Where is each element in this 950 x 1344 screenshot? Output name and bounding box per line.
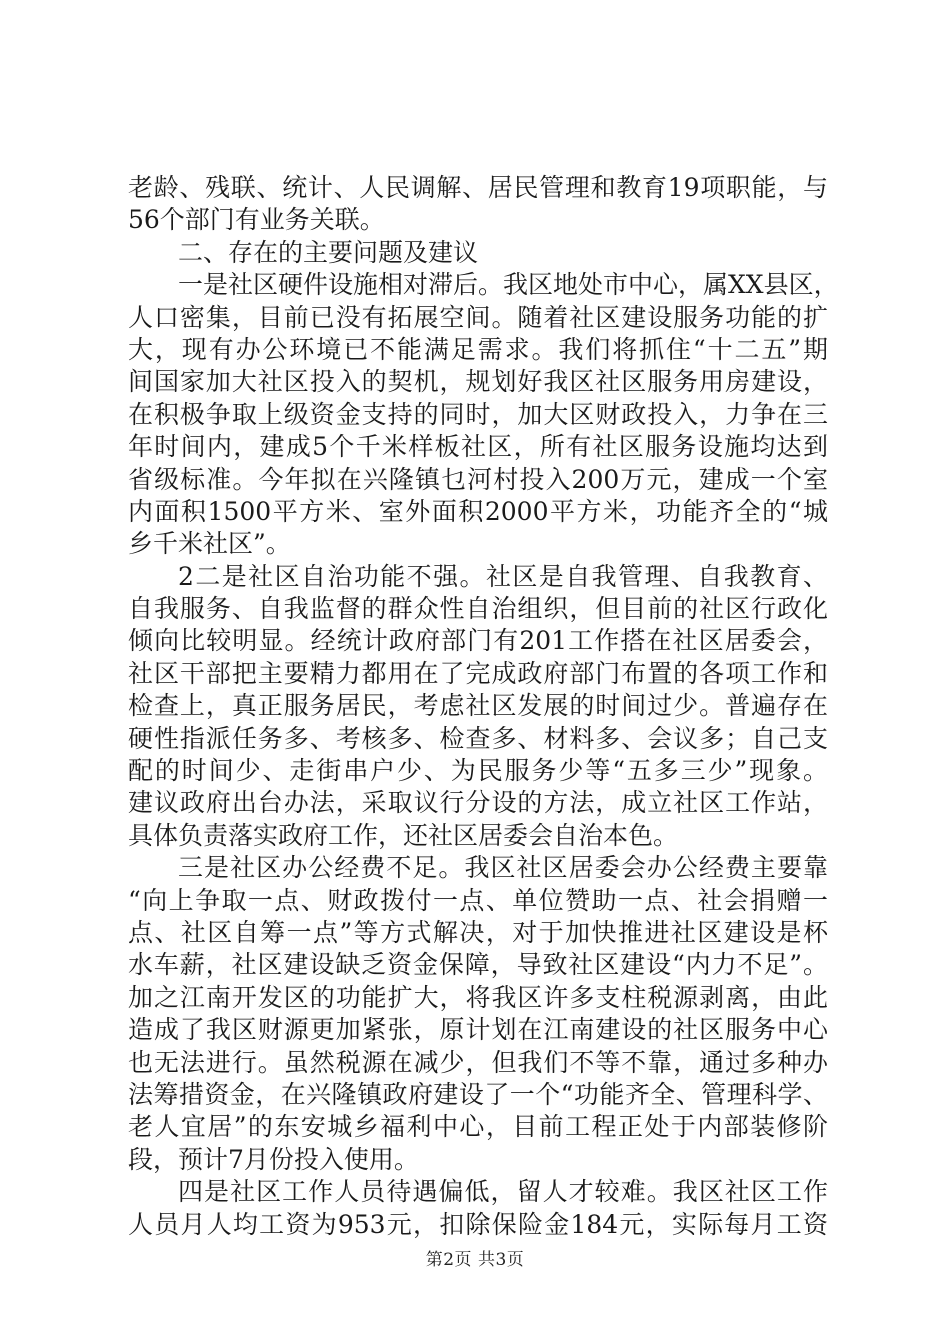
text-line: 点、社区自筹一点”等方式解决，对于加快推进社区建设是杯 bbox=[128, 917, 828, 947]
text-line: 硬性指派任务多、考核多、检查多、材料多、会议多；自己支 bbox=[128, 723, 828, 753]
text-line: 老人宜居”的东安城乡福利中心，目前工程正处于内部装修阶 bbox=[128, 1112, 828, 1142]
paragraph-start: 2二是社区自治功能不强。社区是自我管理、自我教育、 bbox=[178, 561, 828, 591]
text-line: 社区干部把主要精力都用在了完成政府部门布置的各项工作和 bbox=[128, 658, 828, 688]
text-line: 内面积1500平方米、室外面积2000平方米，功能齐全的“城 bbox=[128, 496, 828, 526]
text-line: 间国家加大社区投入的契机，规划好我区社区服务用房建设， bbox=[128, 367, 828, 397]
text-line: 老龄、残联、统计、人民调解、居民管理和教育19项职能，与 bbox=[128, 173, 828, 202]
paragraph-start: 四是社区工作人员待遇偏低，留人才较难。我区社区工作 bbox=[178, 1177, 828, 1207]
paragraph-start: 一是社区硬件设施相对滞后。我区地处市中心，属XX县区， bbox=[178, 270, 839, 300]
text-line: 自我服务、自我监督的群众性自治组织，但目前的社区行政化 bbox=[128, 594, 828, 624]
page-footer bbox=[0, 1245, 950, 1270]
text-line: 56个部门有业务关联。 bbox=[128, 205, 385, 235]
page-number-label: 第2页 共3页 bbox=[425, 1250, 525, 1270]
section-heading: 二、存在的主要问题及建议 bbox=[178, 237, 479, 267]
paragraph-start: 三是社区办公经费不足。我区社区居委会办公经费主要靠 bbox=[178, 853, 828, 883]
text-line: 段，预计7月份投入使用。 bbox=[128, 1144, 419, 1174]
document-body bbox=[128, 172, 839, 1241]
text-line: 也无法进行。虽然税源在减少，但我们不等不靠，通过多种办 bbox=[128, 1047, 828, 1077]
text-line: 年时间内，建成5个千米样板社区，所有社区服务设施均达到 bbox=[128, 432, 828, 462]
text-line: 检查上，真正服务居民，考虑社区发展的时间过少。普遍存在 bbox=[128, 691, 828, 721]
text-line: 省级标准。今年拟在兴隆镇乜河村投入200万元，建成一个室 bbox=[128, 464, 828, 494]
text-line: 人口密集，目前已没有拓展空间。随着社区建设服务功能的扩 bbox=[128, 302, 828, 332]
text-line: 建议政府出台办法，采取议行分设的方法，成立社区工作站， bbox=[128, 788, 828, 818]
text-line: 加之江南开发区的功能扩大，将我区许多支柱税源剥离，由此 bbox=[128, 982, 828, 1012]
text-line: 水车薪，社区建设缺乏资金保障，导致社区建设“内力不足”。 bbox=[128, 950, 828, 980]
text-line: 配的时间少、走街串户少、为民服务少等“五多三少”现象。 bbox=[128, 756, 828, 786]
text-line: 具体负责落实政府工作，还社区居委会自治本色。 bbox=[128, 820, 679, 850]
text-line: 大，现有办公环境已不能满足需求。我们将抓住“十二五”期 bbox=[128, 334, 828, 364]
text-line: “向上争取一点、财政拨付一点、单位赞助一点、社会捐赠一 bbox=[128, 885, 828, 915]
text-line: 法筹措资金，在兴隆镇政府建设了一个“功能齐全、管理科学、 bbox=[128, 1079, 828, 1109]
text-line: 造成了我区财源更加紧张，原计划在江南建设的社区服务中心 bbox=[128, 1015, 828, 1045]
text-line: 在积极争取上级资金支持的同时，加大区财政投入，力争在三 bbox=[128, 399, 828, 429]
text-line: 乡千米社区”。 bbox=[128, 529, 291, 559]
text-line: 人员月人均工资为953元，扣除保险金184元，实际每月工资 bbox=[128, 1209, 828, 1239]
text-line: 倾向比较明显。经统计政府部门有201工作搭在社区居委会， bbox=[128, 626, 828, 656]
